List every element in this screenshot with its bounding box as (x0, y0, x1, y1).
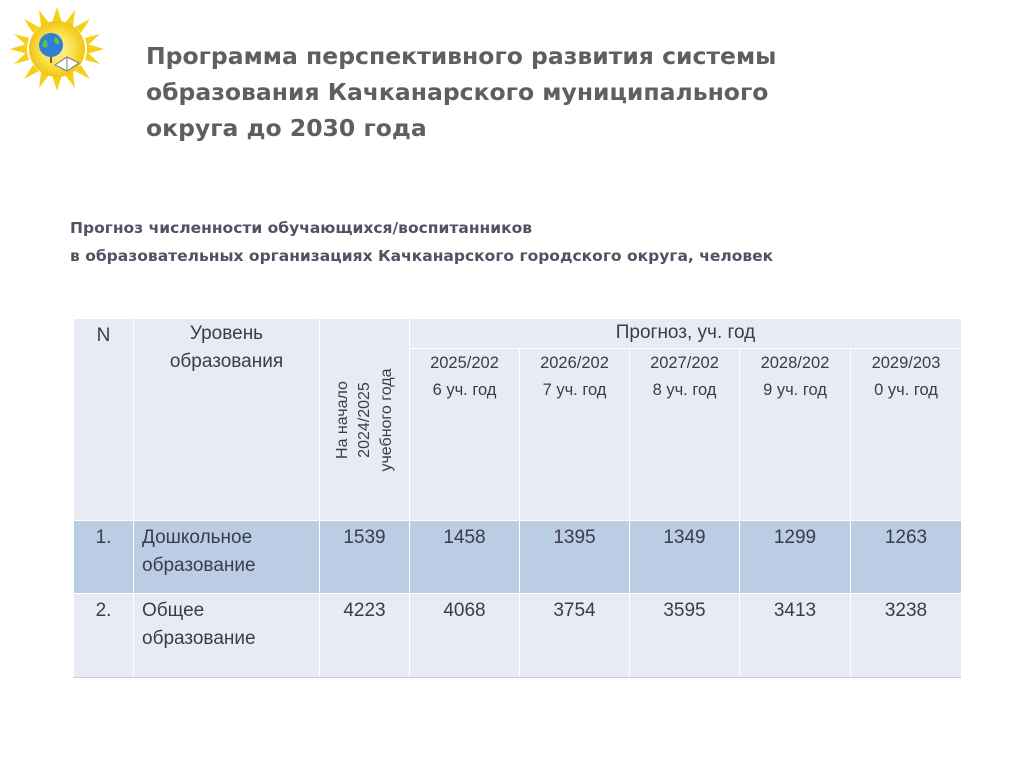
row-value: 4068 (410, 594, 520, 678)
row-value: 3595 (630, 594, 740, 678)
header-start-line-3: учебного года (377, 367, 395, 472)
title-line-1: Программа перспективного развития системы (146, 42, 777, 70)
header-level (134, 319, 320, 521)
header-year-2-line-2: 7 уч. год (542, 381, 607, 399)
header-year-4-line-2: 9 уч. год (763, 381, 827, 399)
header-year-3-line-2: 8 уч. год (652, 381, 717, 399)
row-level (134, 521, 320, 594)
row-value: 3238 (851, 594, 962, 678)
title-line-2: образования Качканарского муниципального (146, 78, 769, 106)
row-value: 1263 (851, 521, 962, 594)
header-row (74, 319, 962, 349)
header-level-line-1: Уровень (189, 323, 264, 344)
header-year-1 (410, 349, 520, 521)
header-year-4-line-1: 2028/202 (760, 354, 830, 372)
row-value: 1299 (740, 521, 851, 594)
header-year-5 (851, 349, 962, 521)
header-n: N (74, 319, 134, 521)
page-title (146, 38, 906, 146)
header-year-1-line-1: 2025/202 (430, 354, 499, 372)
header-year-2 (520, 349, 630, 521)
row-value: 1395 (520, 521, 630, 594)
row-value: 1458 (410, 521, 520, 594)
logo-sun-icon (8, 6, 106, 92)
forecast-table (73, 318, 962, 678)
row-number: 2. (74, 594, 134, 678)
row-value: 3413 (740, 594, 851, 678)
row-level-line-2: образование (142, 555, 256, 576)
row-level (134, 594, 320, 678)
header-start-year (320, 319, 410, 521)
header-year-3-line-1: 2027/202 (650, 354, 719, 372)
row-level-line-1: Дошкольное (142, 527, 253, 548)
row-level-line-2: образование (142, 628, 256, 649)
row-value: 1539 (320, 521, 410, 594)
table-row (74, 594, 962, 678)
row-level-line-1: Общее (142, 600, 205, 621)
table-row (74, 521, 962, 594)
row-value: 4223 (320, 594, 410, 678)
header-year-1-line-2: 6 уч. год (432, 381, 497, 399)
table-caption (70, 214, 970, 270)
table-bottom-divider (73, 677, 961, 678)
header-year-5-line-1: 2029/203 (871, 354, 941, 372)
row-number: 1. (74, 521, 134, 594)
header-start-line-2: 2024/2025 (355, 381, 373, 458)
header-year-2-line-1: 2026/202 (540, 354, 609, 372)
row-value: 3754 (520, 594, 630, 678)
header-start-line-1: На начало (333, 380, 351, 459)
row-value: 1349 (630, 521, 740, 594)
header-year-5-line-2: 0 уч. год (874, 381, 938, 399)
caption-line-2: в образовательных организациях Качканарского городского округа, человек (70, 247, 774, 265)
header-year-4 (740, 349, 851, 521)
header-year-3 (630, 349, 740, 521)
caption-line-1: Прогноз численности обучающихся/воспитанников (70, 219, 533, 237)
header-level-line-2: образования (169, 351, 284, 372)
title-line-3: округа до 2030 года (146, 114, 427, 142)
header-forecast: Прогноз, уч. год (410, 319, 962, 349)
